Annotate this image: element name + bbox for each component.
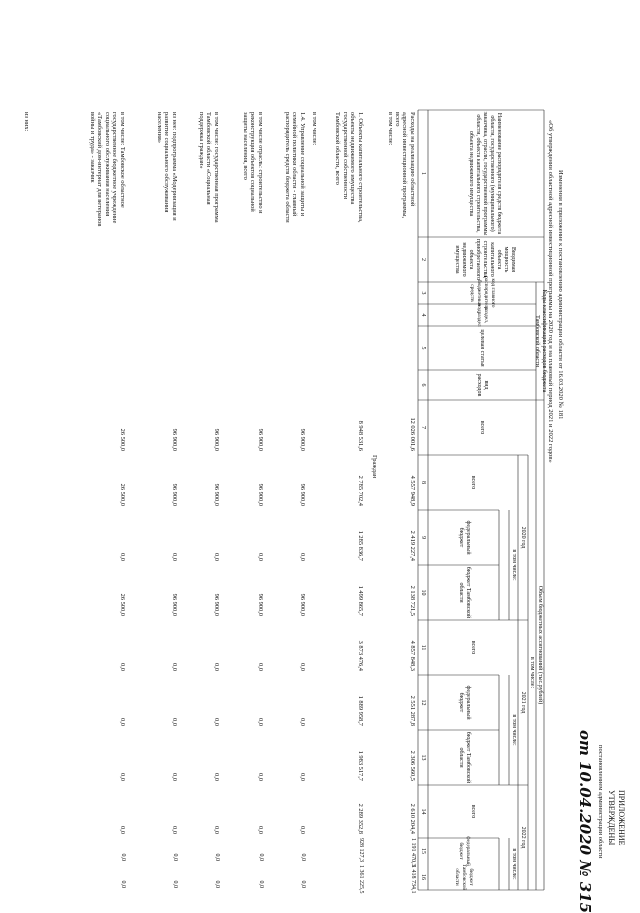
row-value: 1 191 470,3 bbox=[410, 838, 416, 867]
row-value: 96 900,0 bbox=[257, 593, 264, 616]
col-number-15: 15 bbox=[420, 848, 427, 854]
row-label: в том числе: Тамбовское областное государственное бюджетное учреждение социального обслуживания населения «Тамбовский дом-интернат для ветеранов войны и труда» - заказчик bbox=[88, 112, 126, 227]
row-value: 0,0 bbox=[119, 773, 126, 781]
row-value: 0,0 bbox=[120, 880, 126, 888]
header-total: всего bbox=[479, 420, 486, 435]
header-volume: Объем бюджетных ассигнований (тыс.рублей) bbox=[537, 585, 544, 705]
row-value: 2 610 204,4 bbox=[409, 803, 416, 834]
col-number-16: 16 bbox=[420, 874, 427, 880]
col-number-11: 11 bbox=[420, 644, 427, 651]
header-name-column: Наименование распорядителя средств бюджета области, государственного (муниципального) заказчика, отрасли, государственной программы области, объекта капитального строительства, объекта недвижимого имущества bbox=[468, 111, 503, 236]
header-2021-incl: в том числе: bbox=[511, 714, 517, 746]
row-label: в том числе: bbox=[311, 112, 318, 146]
row-value: 96 900,0 bbox=[171, 593, 178, 616]
row-value: 0,0 bbox=[299, 553, 306, 561]
row-value: 0,0 bbox=[299, 773, 306, 781]
row-value: 0,0 bbox=[171, 663, 178, 671]
row-value: 0,0 bbox=[171, 553, 178, 561]
row-value: 0,0 bbox=[213, 826, 220, 834]
col-number-13: 13 bbox=[420, 754, 427, 761]
row-label: из нее: подпрограмма «Модернизация и развитие социального обслуживания населения» bbox=[155, 112, 178, 221]
row-value: 0,0 bbox=[257, 553, 264, 561]
header-2020-total: всего bbox=[470, 475, 477, 490]
row-value: 1 983 517,7 bbox=[357, 750, 364, 781]
header-2022-regional: бюджет Тамбовской области bbox=[454, 863, 475, 891]
header-2020-federal: федеральный бюджет bbox=[458, 520, 471, 555]
row-value: 928 127,3 bbox=[358, 838, 364, 862]
row-value: 0,0 bbox=[214, 853, 220, 861]
row-value: 2 419 227,4 bbox=[409, 530, 416, 561]
row-value: 1 889 958,7 bbox=[357, 695, 364, 726]
row-value: 26 500,0 bbox=[119, 483, 126, 506]
row-value: 0,0 bbox=[257, 826, 264, 834]
col-number-10: 10 bbox=[420, 589, 427, 596]
row-value: 0,0 bbox=[299, 826, 306, 834]
header-year-2020: 2020 год bbox=[520, 526, 527, 549]
row-value: 0,0 bbox=[213, 553, 220, 561]
row-value: 96 900,0 bbox=[171, 428, 178, 451]
row-value: 0,0 bbox=[120, 853, 126, 861]
row-label: 1. Объекты капитального строительства, объекты недвижимого имущества государственной собственности Тамбовской области, всего bbox=[334, 112, 364, 223]
row-value: 0,0 bbox=[257, 663, 264, 671]
row-value: 1 285 836,7 bbox=[357, 530, 364, 561]
row-value: 0,0 bbox=[119, 718, 126, 726]
row-label: в том числе отрасль: строительство и реконструкция объектов социальной защиты населения, всего bbox=[241, 112, 264, 214]
row-value: 0,0 bbox=[258, 853, 264, 861]
header-year-2021: 2021 год bbox=[520, 691, 527, 714]
row-value: 12 026 001,6 bbox=[409, 417, 416, 451]
header-2020-regional: бюджет Тамбовской области bbox=[458, 566, 471, 619]
row-value: 0,0 bbox=[213, 718, 220, 726]
row-value: 96 900,0 bbox=[213, 483, 220, 506]
row-value: 0,0 bbox=[258, 880, 264, 888]
row-value: 0,0 bbox=[300, 853, 306, 861]
row-value: 0,0 bbox=[171, 773, 178, 781]
appendix-approved: УТВЕРЖДЕНЫ bbox=[607, 790, 616, 846]
appendix-heading: ПРИЛОЖЕНИЕ bbox=[617, 790, 626, 846]
header-budget-codes: Коды классификации расходов бюджета Тамбовской области bbox=[534, 289, 547, 393]
header-2022-incl: в том числе: bbox=[511, 848, 517, 880]
row-value: 96 900,0 bbox=[299, 593, 306, 616]
row-value: 0,0 bbox=[119, 826, 126, 834]
header-2020-incl: в том числе: bbox=[511, 549, 517, 581]
row-value: 0,0 bbox=[172, 880, 178, 888]
row-value: 2 551 287,8 bbox=[409, 695, 416, 726]
row-value: 2 306 560,5 bbox=[409, 750, 416, 781]
col-number-3: 3 bbox=[420, 291, 427, 295]
row-value: 0,0 bbox=[214, 880, 220, 888]
row-label: 1.4. Управление социальной защиты и семейной политики области - главный распорядитель средств бюджета области bbox=[283, 112, 306, 223]
title-line-1: Изменения в приложение к постановлению администрации области от 16.03.2020 № 181 bbox=[557, 170, 564, 420]
header-2022-federal: федеральный бюджет bbox=[458, 836, 471, 866]
header-including: в том числе: bbox=[529, 656, 536, 689]
row-value: 3 873 476,4 bbox=[357, 640, 364, 671]
row-value: 96 900,0 bbox=[213, 428, 220, 451]
row-value: 96 900,0 bbox=[299, 483, 306, 506]
row-value: 4 857 848,3 bbox=[409, 640, 416, 671]
col-number-6: 6 bbox=[420, 383, 427, 387]
col-number-9: 9 bbox=[420, 536, 427, 539]
row-value: 0,0 bbox=[119, 663, 126, 671]
row-value: 96 900,0 bbox=[171, 483, 178, 506]
col-number-14: 14 bbox=[420, 808, 427, 815]
row-label: в том числе: bbox=[387, 112, 394, 146]
appendix-date-number: от 10.04.2020 № 315 bbox=[576, 730, 594, 913]
row-value: 2 785 702,4 bbox=[357, 475, 364, 506]
row-value: 0,0 bbox=[257, 718, 264, 726]
header-expense-type: вид расходов bbox=[476, 373, 489, 397]
row-label: Граждан bbox=[371, 455, 378, 479]
col-number-4: 4 bbox=[420, 313, 427, 317]
header-2021-regional: бюджет Тамбовской области bbox=[458, 731, 471, 784]
row-value: 1 418 734,1 bbox=[410, 865, 416, 894]
header-grbs-code: код главного распорядителя бюджетных средств bbox=[469, 276, 496, 310]
row-label: в том числе: государственная программа Тамбовской области «Социальная поддержка граждан» bbox=[197, 112, 220, 223]
row-label: из них: bbox=[23, 112, 30, 132]
header-2021-federal: федеральный бюджет bbox=[458, 685, 471, 720]
col-number-7: 7 bbox=[420, 426, 427, 429]
header-capacity-column: Вводимая мощность объекта капитального строительства, приобретаемого объекта недвижимого имущества bbox=[454, 238, 517, 281]
row-value: 0,0 bbox=[172, 853, 178, 861]
row-value: 1 361 225,5 bbox=[358, 865, 364, 894]
col-number-1: 1 bbox=[420, 172, 427, 175]
row-value: 0,0 bbox=[119, 553, 126, 561]
row-value: 0,0 bbox=[299, 718, 306, 726]
row-value: 96 900,0 bbox=[213, 593, 220, 616]
row-value: 96 900,0 bbox=[299, 428, 306, 451]
row-value: 2 138 721,5 bbox=[409, 585, 416, 616]
header-2021-total: всего bbox=[470, 640, 477, 655]
col-number-8: 8 bbox=[420, 481, 427, 484]
row-value: 26 500,0 bbox=[119, 428, 126, 451]
row-value: 0,0 bbox=[213, 663, 220, 671]
header-2022-total: всего bbox=[470, 804, 477, 819]
row-value: 1 499 865,7 bbox=[357, 585, 364, 616]
header-target-article: целевая статья bbox=[479, 329, 486, 367]
row-value: 96 900,0 bbox=[257, 428, 264, 451]
row-value: 2 289 352,8 bbox=[357, 803, 364, 834]
row-value: 0,0 bbox=[300, 880, 306, 888]
col-number-2: 2 bbox=[420, 258, 427, 261]
title-line-2: «Об утверждении областной адресной инвестиционной программы на 2020 год и на плановый период 2021 и 2022 годов» bbox=[547, 120, 554, 463]
row-value: 96 900,0 bbox=[257, 483, 264, 506]
row-value: 8 948 531,6 bbox=[357, 420, 364, 451]
header-year-2022: 2022 год bbox=[520, 826, 527, 849]
row-value: 0,0 bbox=[213, 773, 220, 781]
row-value: 26 500,0 bbox=[119, 593, 126, 616]
row-value: 4 557 948,9 bbox=[409, 475, 416, 506]
row-value: 0,0 bbox=[299, 663, 306, 671]
header-section: раздел, подраздел bbox=[476, 303, 489, 327]
row-label: Расходы на реализацию областной адресной инвестиционной программы, всего bbox=[393, 112, 416, 219]
col-number-12: 12 bbox=[420, 699, 427, 706]
row-value: 0,0 bbox=[171, 718, 178, 726]
row-value: 0,0 bbox=[257, 773, 264, 781]
col-number-5: 5 bbox=[420, 346, 427, 350]
appendix-decree: постановлением администрации области bbox=[597, 745, 604, 859]
row-value: 0,0 bbox=[171, 826, 178, 834]
